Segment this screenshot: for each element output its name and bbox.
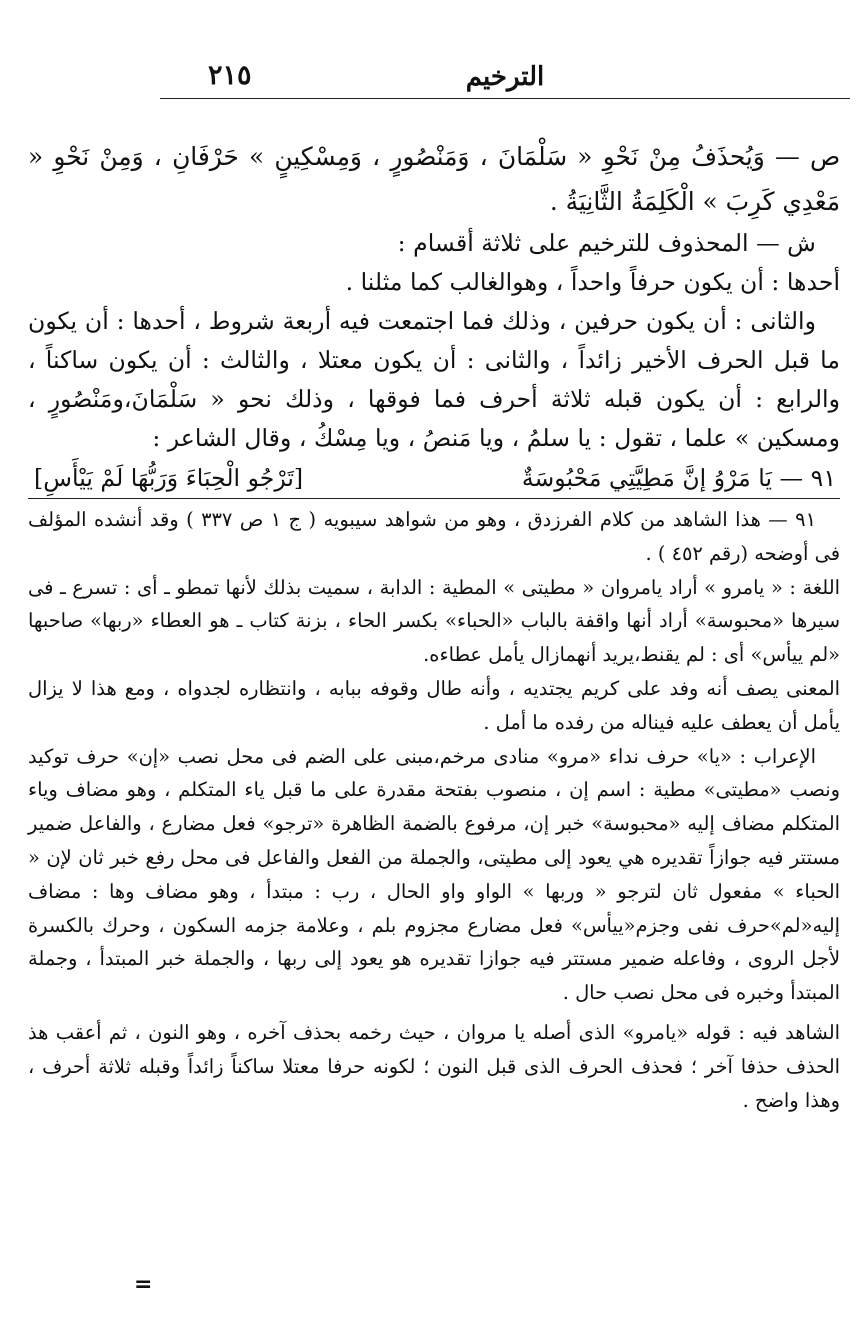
- first-case-paragraph: أحدها : أن يكون حرفاً واحداً ، وهوالغالب كما مثلنا .: [345, 268, 840, 296]
- page-number: ٢١٥: [208, 60, 252, 91]
- poetry-verse: [28, 458, 840, 499]
- footnote-language: اللغة : « يامرو » أراد يامروان « مطيتى » المطية : الدابة ، سميت بذلك لأنها تمطو ـ أى : تسرع ـ فى سيرها «محبوسة» أراد أنها واقفة بالباب «الحباء» بكسر الحاء ، بزنة كتاب ـ هو العطاء «ربها» صاحبها «لم ييأس» أى : لم يقنط،يريد أنهمازال يأمل عطاءه.: [28, 575, 840, 667]
- verse-second-hemistich: [تَرْجُو الْحِبَاءَ وَرَبُّهَا لَمْ يَيْأَسِ]: [34, 464, 304, 492]
- footnotes: [28, 503, 840, 1117]
- sharh-heading: ش — المحذوف للترخيم على ثلاثة أقسام :: [397, 229, 816, 257]
- footnote-witness: الشاهد فيه : قوله «يامرو» الذى أصله يا مروان ، حيث رخمه بحذف آخره ، وهو النون ، ثم أعقب هذ الحذف حذفا آخر ؛ فحذف الحرف الذى قبل النون ؛ لكونه حرفا معتلا ساكناً زائداً وقبله ثلاثة أحرف ، وهذا واضح .: [28, 1020, 840, 1112]
- page-body: [28, 134, 840, 1117]
- verse-first-hemistich: ٩١ — يَا مَرْوُ إنَّ مَطِيَّتِي مَحْبُوسَةٌ: [521, 464, 836, 492]
- footnote-source: ٩١ — هذا الشاهد من كلام الفرزدق ، وهو من شواهد سيبويه ( ج ١ ص ٣٣٧ ) وقد أنشده المؤلف فى أوضحه (رقم ٤٥٢ ) .: [28, 508, 840, 565]
- running-title: الترخيم: [465, 62, 545, 92]
- matn-paragraph: ص — وَيُحذَفُ مِنْ نَحْوِ « سَلْمَانَ ، وَمَنْصُورٍ ، وَمِسْكِينٍ » حَرْفَانِ ، وَمِنْ نَحْوِ « مَعْدِي كَرِبَ » الْكَلِمَةُ الثَّانِيَةُ .: [28, 142, 840, 216]
- footnote-meaning: المعنى يصف أنه وفد على كريم يجتديه ، وأنه طال وقوفه ببابه ، وانتظاره لجدواه ، ومع هذا لا يزال يأمل أن يعطف عليه فيناله من رفده ما أمل .: [28, 676, 840, 734]
- continuation-mark: =: [134, 1272, 153, 1297]
- page-header: [160, 58, 850, 99]
- footnote-parsing: الإعراب : «يا» حرف نداء «مرو» منادى مرخم،مبنى على الضم فى محل نصب «إن» حرف توكيد ونصب «مطيتى» مطية : اسم إن ، منصوب بفتحة مقدرة على ما قبل ياء المتكلم ، وهو مضاف وياء المتكلم مضاف إليه «محبوسة» خبر إن، مرفوع بالضمة الظاهرة «ترجو» فعل مضارع ، والفاعل ضمير مستتر فيه جوازاً تقديره هي يعود إلى مطيتى، والجملة من الفعل والفاعل فى محل رفع خبر ثان لإن « الحباء » مفعول ثان لترجو « وربها » الواو واو الحال ، رب : مبتدأ ، وهو مضاف وها : مضاف إليه«لم»حرف نفى وجزم«ييأس» فعل مضارع مجزوم بلم ، وعلامة جزمه السكون ، وحرك بالكسرة لأجل الروى ، وفاعله ضمير مستتر فيه جوازا تقديره هو يعود إلى ربها ، والجملة خبر المبتدأ ، وجملة المبتدأ وخبره فى محل نصب حال .: [28, 744, 840, 1005]
- main-text: [28, 134, 840, 499]
- second-case-paragraph: والثانى : أن يكون حرفين ، وذلك فما اجتمعت فيه أربعة شروط ، أحدها : أن يكون ما قبل الحرف الأخير زائداً ، والثانى : أن يكون معتلا ، والثالث : أن يكون ساكناً ، والرابع : أن يكون قبله ثلاثة أحرف فما فوقها ، وذلك نحو « سَلْمَانَ،ومَنْصُورٍ ، ومسكين » علما ، تقول : يا سلمُ ، ويا مَنصُ ، ويا مِسْكُ ، وقال الشاعر :: [28, 307, 840, 452]
